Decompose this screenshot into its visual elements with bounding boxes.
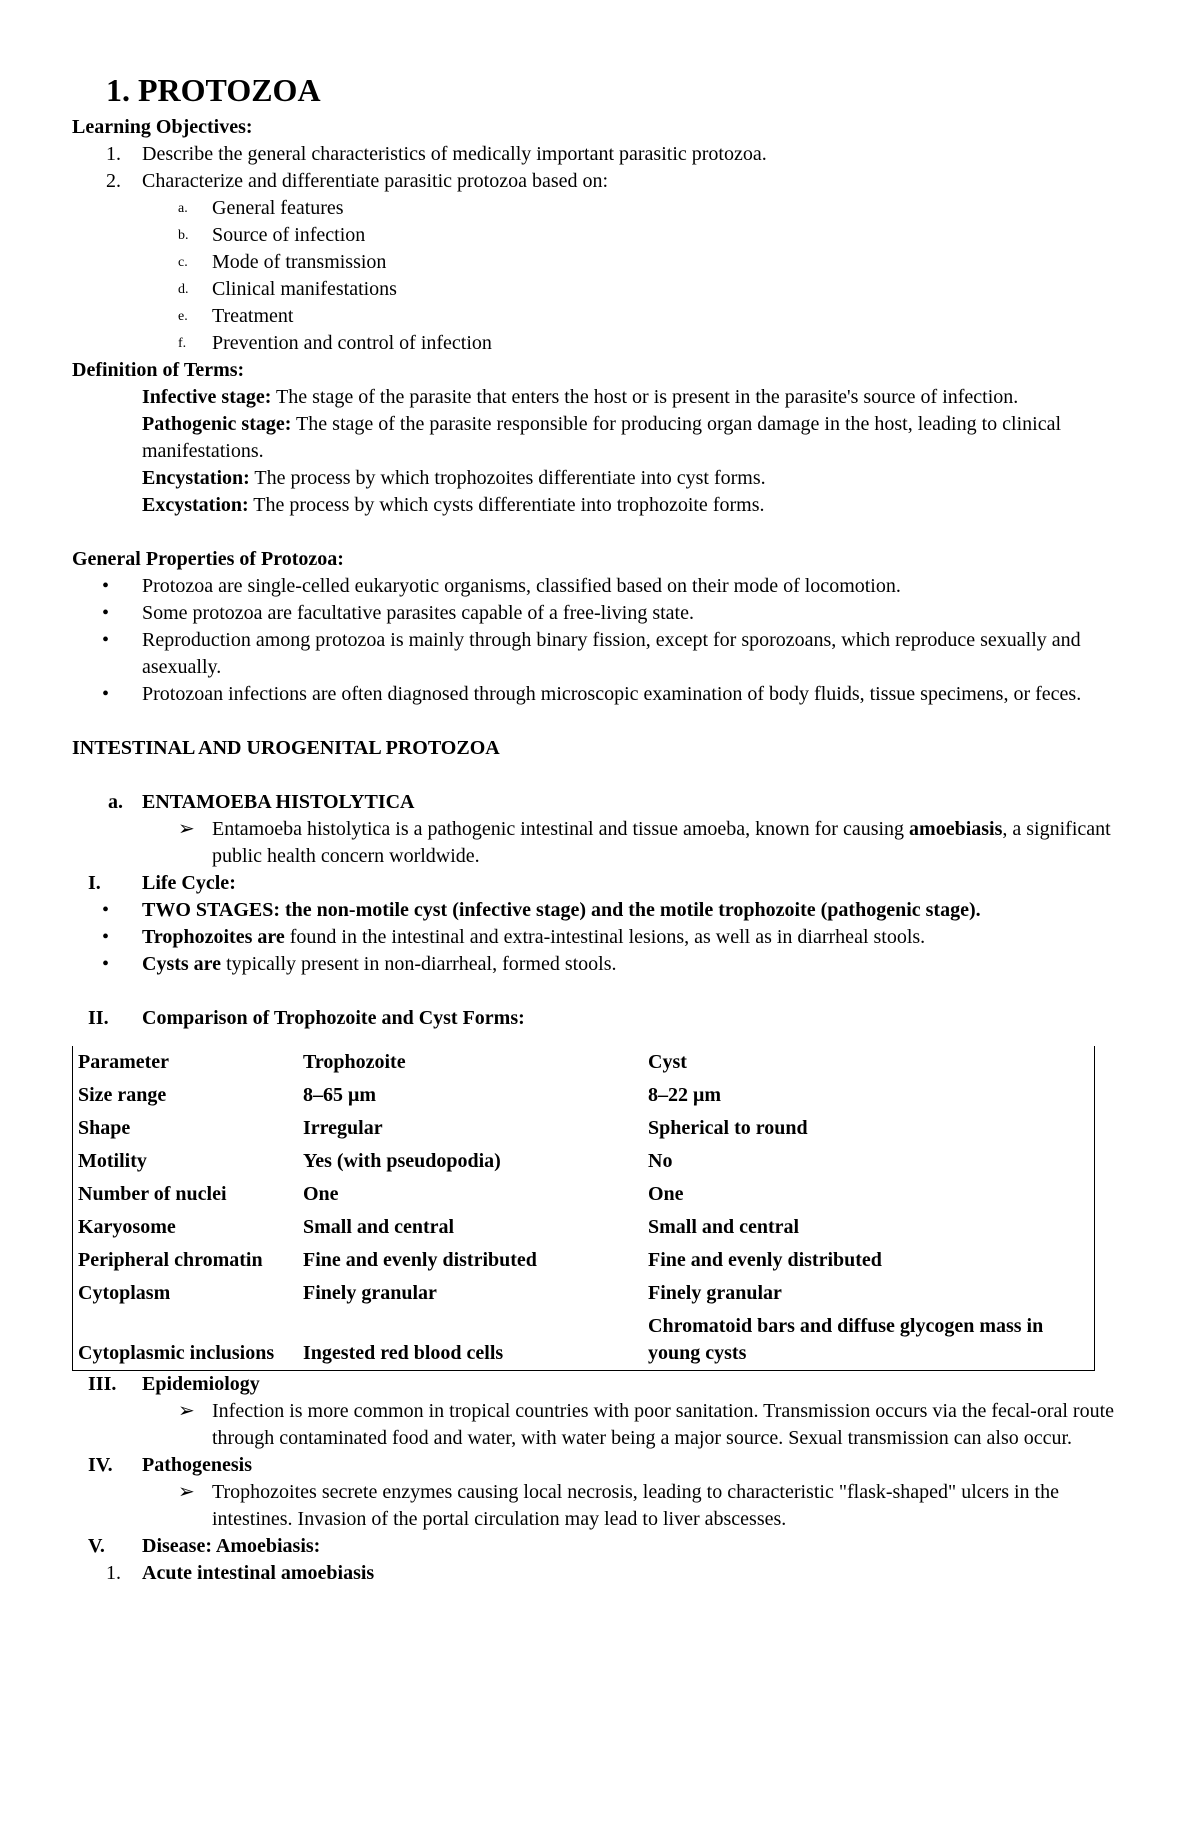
table-row — [73, 1244, 1095, 1277]
table-row — [73, 1112, 1095, 1145]
table-cell: Fine and evenly distributed — [303, 1249, 537, 1271]
comparison-table — [72, 1046, 1095, 1371]
objective-item: 1. Describe the general characteristics of medically important parasitic protozoa. — [106, 143, 767, 165]
table-cell: 8–22 μm — [643, 1079, 1095, 1112]
table-cell: Parameter — [73, 1046, 299, 1079]
list-item: • Protozoan infections are often diagnosed through microscopic examination of body fluids, tissue specimens, or feces. — [72, 681, 1132, 708]
table-cell: Irregular — [303, 1117, 383, 1139]
table-cell: Cytoplasm — [73, 1277, 299, 1310]
table-cell: Spherical to round — [643, 1112, 1095, 1145]
objective-subitem: e. Treatment — [178, 305, 294, 327]
table-cell: Chromatoid bars and diffuse glycogen mass in young cysts — [643, 1310, 1095, 1371]
pathogenesis-text: ➢ Trophozoites secrete enzymes causing local necrosis, leading to characteristic "flask-shaped" ulcers in the intestines. Invasion of the portal circulation may lead to liver abscesses. — [178, 1481, 1059, 1530]
objective-subitem: d. Clinical manifestations — [178, 278, 397, 300]
section-heading: INTESTINAL AND UROGENITAL PROTOZOA — [72, 737, 500, 759]
table-cell: Shape — [73, 1112, 299, 1145]
table-cell: Yes (with pseudopodia) — [303, 1150, 501, 1172]
arrow-bullet-icon: ➢ — [178, 1400, 195, 1422]
objective-subitem: a. General features — [178, 197, 344, 219]
definition-item: Encystation: The process by which trophozoites differentiate into cyst forms. — [142, 467, 766, 489]
organism-intro: ➢ Entamoeba histolytica is a pathogenic intestinal and tissue amoeba, known for causing amoebiasis, a significant public health concern worldwide. — [178, 818, 1111, 867]
bullet-icon: • — [102, 575, 110, 597]
table-row — [73, 1079, 1095, 1112]
disease-heading: V. Disease: Amoebiasis: — [88, 1535, 321, 1557]
list-item: • Reproduction among protozoa is mainly through binary fission, except for sporozoans, which reproduce sexually and asexually. — [102, 629, 1081, 678]
table-cell: 8–65 μm — [303, 1084, 376, 1106]
table-cell: Motility — [73, 1145, 299, 1178]
life-cycle-heading: I. Life Cycle: — [88, 872, 236, 894]
organism-heading: a. ENTAMOEBA HISTOLYTICA — [108, 791, 415, 813]
disease-item: 1. Acute intestinal amoebiasis — [106, 1562, 375, 1584]
objective-subitem: b. Source of infection — [178, 224, 366, 246]
list-item: • TWO STAGES: the non-motile cyst (infective stage) and the motile trophozoite (pathogenic stage). — [72, 897, 1132, 924]
epidemiology-heading: III. Epidemiology — [88, 1373, 260, 1395]
learning-objectives-heading: Learning Objectives: — [72, 116, 253, 138]
definitions-heading: Definition of Terms: — [72, 359, 245, 381]
definition-item: Pathogenic stage: The stage of the parasite responsible for producing organ damage in the host, leading to clinical manifestations. — [142, 413, 1062, 462]
table-cell: Small and central — [303, 1216, 455, 1238]
bullet-icon: • — [102, 899, 110, 921]
table-row — [73, 1211, 1095, 1244]
comparison-heading: II. Comparison of Trophozoite and Cyst Forms: — [88, 1007, 525, 1029]
objective-subitem: f. Prevention and control of infection — [178, 332, 492, 354]
definition-item: Excystation: The process by which cysts differentiate into trophozoite forms. — [142, 494, 765, 516]
bullet-icon: • — [102, 953, 110, 975]
objective-item: 2. Characterize and differentiate parasitic protozoa based on: — [106, 170, 609, 192]
bullet-icon: • — [102, 683, 110, 705]
table-row — [73, 1178, 1095, 1211]
list-item: • Some protozoa are facultative parasites capable of a free-living state. — [72, 600, 1132, 627]
list-item: • Protozoa are single-celled eukaryotic organisms, classified based on their mode of locomotion. — [72, 573, 1132, 600]
table-cell: Cytoplasmic inclusions — [73, 1310, 299, 1371]
list-item: • Cysts are typically present in non-diarrheal, formed stools. — [72, 951, 1132, 978]
bullet-icon: • — [102, 602, 110, 624]
table-cell: Cyst — [643, 1046, 1095, 1079]
table-cell: Trophozoite — [303, 1051, 406, 1073]
arrow-bullet-icon: ➢ — [178, 818, 195, 840]
objective-subitem: c. Mode of transmission — [178, 251, 387, 273]
arrow-bullet-icon: ➢ — [178, 1481, 195, 1503]
table-cell: No — [643, 1145, 1095, 1178]
epidemiology-text: ➢ Infection is more common in tropical countries with poor sanitation. Transmission occurs via the fecal-oral route through contaminated food and water, with water being a major source. Sexual transmission can also occur. — [178, 1400, 1115, 1449]
definitions-list — [72, 384, 1132, 519]
bullet-icon: • — [102, 629, 110, 651]
table-cell: One — [643, 1178, 1095, 1211]
table-row — [73, 1277, 1095, 1310]
page-title: 1. PROTOZOA — [106, 72, 321, 108]
table-cell: Ingested red blood cells — [298, 1310, 643, 1371]
table-cell: Peripheral chromatin — [73, 1244, 299, 1277]
table-header-row — [73, 1046, 1095, 1079]
table-cell: Karyosome — [73, 1211, 299, 1244]
table-cell: Number of nuclei — [73, 1178, 299, 1211]
table-cell: One — [303, 1183, 339, 1205]
definition-item: Infective stage: The stage of the parasite that enters the host or is present in the parasite's source of infection. — [142, 386, 1019, 408]
table-cell: Finely granular — [643, 1277, 1095, 1310]
table-cell: Size range — [73, 1079, 299, 1112]
pathogenesis-heading: IV. Pathogenesis — [88, 1454, 252, 1476]
list-item: • Trophozoites are found in the intestinal and extra-intestinal lesions, as well as in diarrheal stools. — [72, 924, 1132, 951]
bullet-icon: • — [102, 926, 110, 948]
document-page — [72, 70, 1132, 1587]
table-cell: Fine and evenly distributed — [643, 1244, 1095, 1277]
general-properties-heading: General Properties of Protozoa: — [72, 548, 344, 570]
table-row — [73, 1310, 1095, 1371]
table-cell: Small and central — [643, 1211, 1095, 1244]
table-cell: Finely granular — [303, 1282, 437, 1304]
table-row — [73, 1145, 1095, 1178]
